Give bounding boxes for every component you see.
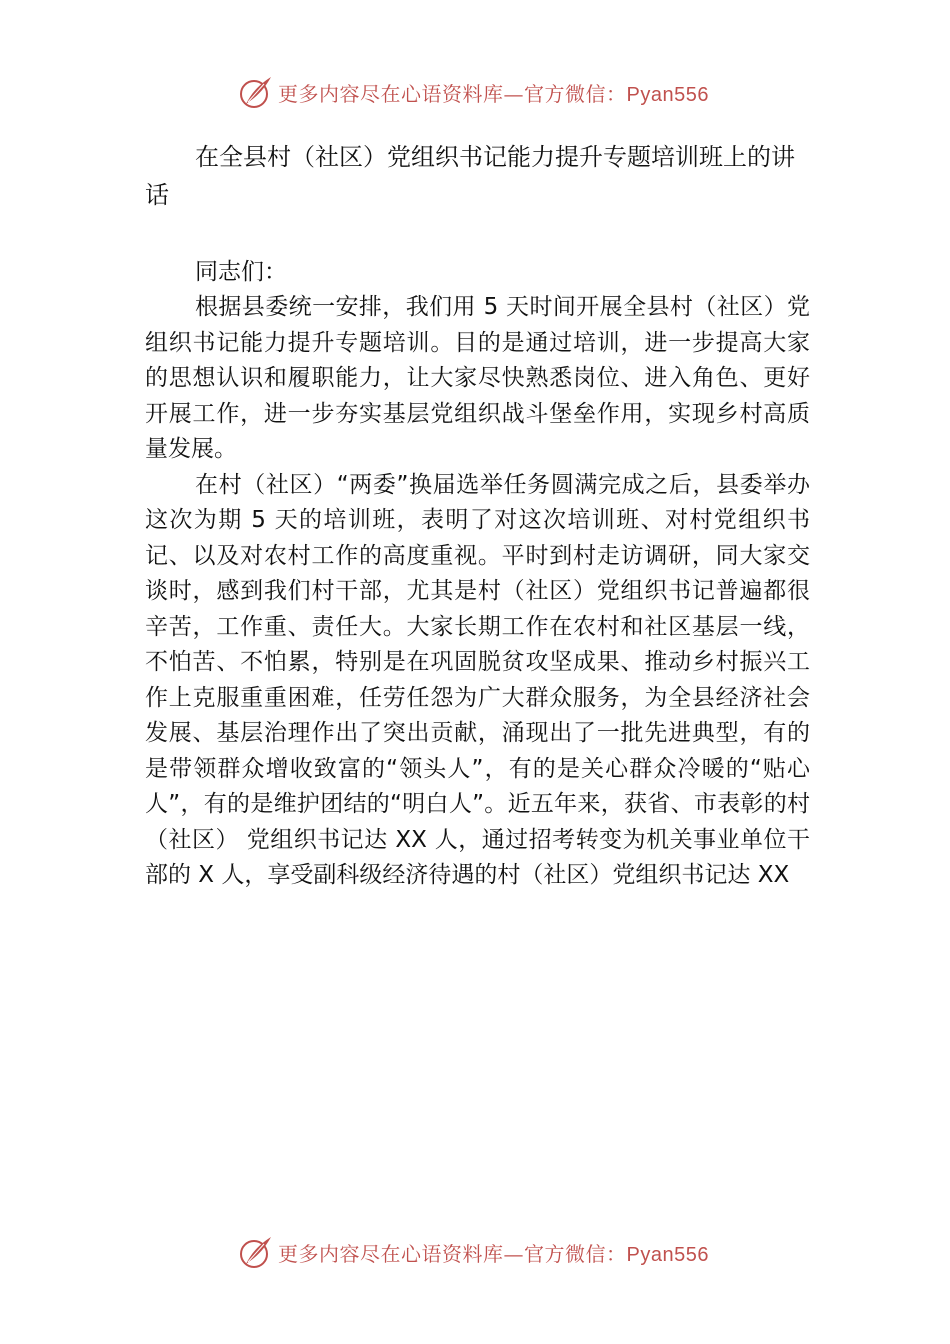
banner-slogan: 更多内容尽在心语资料库—官方微信：: [278, 1241, 627, 1266]
banner-text: [278, 1238, 709, 1267]
document-title: 在全县村（社区）党组织书记能力提升专题培训班上的讲话: [145, 143, 795, 209]
document-body: [145, 138, 810, 894]
banner-slogan: 更多内容尽在心语资料库—官方微信：: [278, 81, 627, 106]
paragraph-2: 在村（社区）“两委”换届选举任务圆满完成之后，县委举办这次为期 5 天的培训班，表明了对这次培训班、对村党组织书记、以及对农村工作的高度重视。平时到村走访调研，同大家交谈时，感到我们村干部，尤其是村（社区）党组织书记普遍都很辛苦，工作重、责任大。大家长期工作在农村和社区基层一线，不怕苦、不怕累，特别是在巩固脱贫攻坚成果、推动乡村振兴工作上克服重重困难，任劳任怨为广大群众服务，为全县经济社会发展、基层治理作出了突出贡献，涌现出了一批先进典型，有的是带领群众增收致富的“领头人”，有的是关心群众冷暖的“贴心人”，有的是维护团结的“明白人”。近五年来，获省、市表彰的村（社区） 党组织书记达 XX 人，通过招考转变为机关事业单位干部的 X 人，享受副科级经济待遇的村（社区）党组织书记达 XX: [145, 471, 810, 888]
greeting: 同志们：: [195, 259, 287, 285]
header-banner: [238, 72, 758, 112]
paragraph-1: 根据县委统一安排，我们用 5 天时间开展全县村（社区）党组织书记能力提升专题培训。目的是通过培训，进一步提高大家的思想认识和履职能力，让大家尽快熟悉岗位、进入角色、更好开展工作，进一步夯实基层党组织战斗堡垒作用，实现乡村高质量发展。: [145, 294, 810, 462]
feather-pen-logo-icon: [238, 74, 274, 110]
feather-pen-logo-icon: [238, 1234, 274, 1270]
wechat-handle: Pyan556: [626, 83, 709, 106]
footer-banner: [238, 1232, 758, 1272]
wechat-handle: Pyan556: [626, 1243, 709, 1266]
banner-text: [278, 78, 709, 107]
